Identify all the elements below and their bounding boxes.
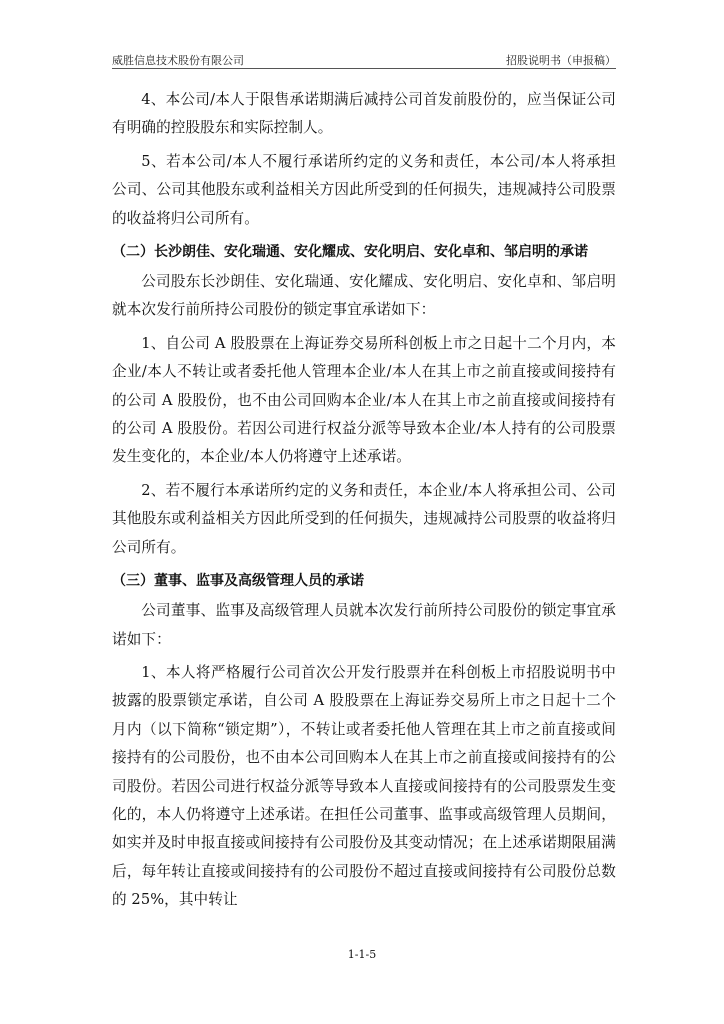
section-heading-3: （三）董事、监事及高级管理人员的承诺	[112, 573, 364, 590]
header-company-name: 威胜信息技术股份有限公司	[112, 54, 244, 67]
section-heading-2: （二）长沙朗佳、安化瑞通、安化耀成、安化明启、安化卓和、邹启明的承诺	[112, 244, 588, 261]
paragraph-section-2-intro: 公司股东长沙朗佳、安化瑞通、安化耀成、安化明启、安化卓和、邹启明就本次发行前所持公司股份的锁定事宜承诺如下：	[112, 273, 616, 319]
header-divider	[112, 68, 616, 69]
paragraph-section-3-intro: 公司董事、监事及高级管理人员就本次发行前所持公司股份的锁定事宜承诺如下：	[112, 602, 616, 648]
paragraph-section-2-item-2: 2、若不履行本承诺所约定的义务和责任，本企业/本人将承担公司、公司其他股东或利益相关方因此所受到的任何损失，违规减持公司股票的收益将归公司所有。	[112, 481, 616, 556]
paragraph-commitment-4: 4、本公司/本人于限售承诺期满后减持公司首发前股份的，应当保证公司有明确的控股股东和实际控制人。	[112, 91, 616, 137]
paragraph-section-2-item-1: 1、自公司 A 股股票在上海证券交易所科创板上市之日起十二个月内，本企业/本人不转让或者委托他人管理本企业/本人在其上市之前直接或间接持有的公司 A 股股份，也不由公司回购本企业/本人在其上市之前直接或间接持有的公司 A 股股份。若因公司进行权益分派等导致本企业/本人持有的公司股票发生变化的，本企业/本人仍将遵守上述承诺。	[112, 334, 616, 466]
page-header	[112, 50, 616, 68]
paragraph-section-3-item-1: 1、本人将严格履行公司首次公开发行股票并在科创板上市招股说明书中披露的股票锁定承诺，自公司 A 股股票在上海证券交易所上市之日起十二个月内（以下简称“锁定期”），不转让或者委托他人管理在其上市之前直接或间接持有的公司股份，也不由本公司回购本人在其上市之前直接或间接持有的公司股份。若因公司进行权益分派等导致本人直接或间接持有的公司股票发生变化的，本人仍将遵守上述承诺。在担任公司董事、监事或高级管理人员期间，如实并及时申报直接或间接持有公司股份及其变动情况；在上述承诺期限届满后，每年转让直接或间接持有的公司股份不超过直接或间接持有公司股份总数的 25%，其中转让	[112, 663, 616, 909]
header-document-title: 招股说明书（申报稿）	[506, 54, 616, 67]
page-number: 1-1-5	[347, 948, 377, 961]
paragraph-commitment-5: 5、若本公司/本人不履行承诺所约定的义务和责任，本公司/本人将承担公司、公司其他股东或利益相关方因此所受到的任何损失，违规减持公司股票的收益将归公司所有。	[112, 152, 616, 227]
document-body	[112, 86, 616, 920]
